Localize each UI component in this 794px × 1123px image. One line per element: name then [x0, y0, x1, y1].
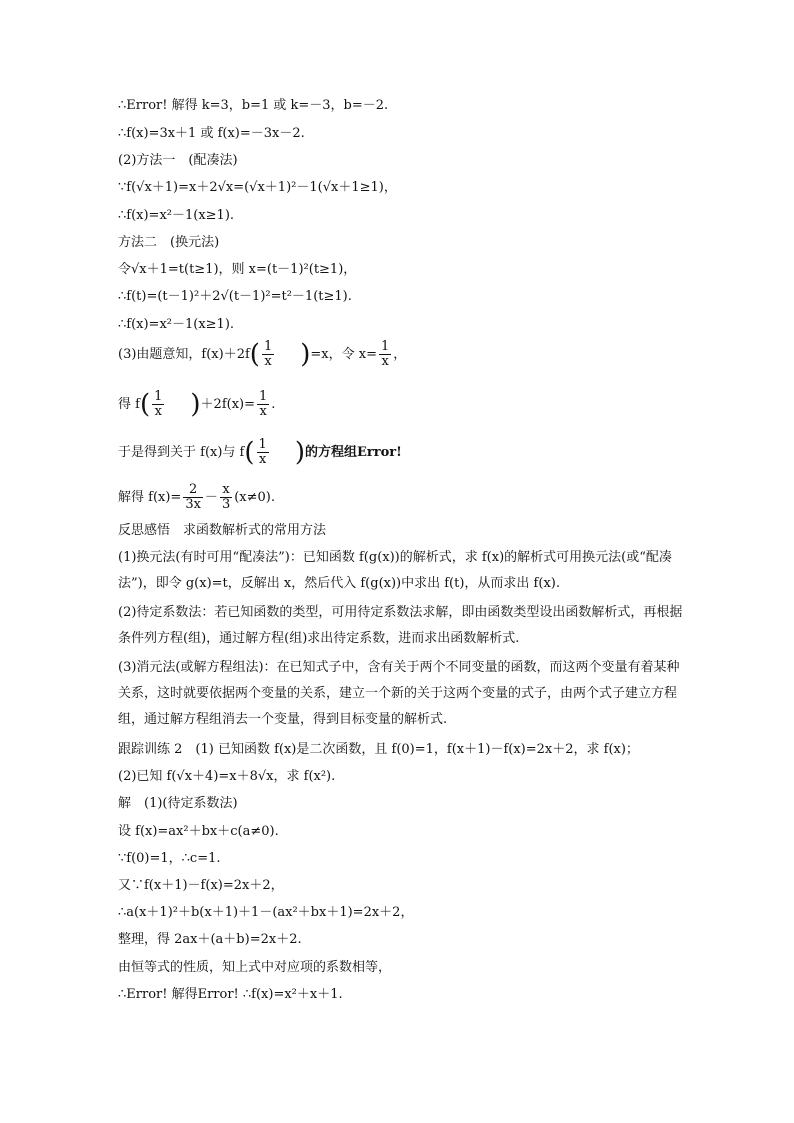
fraction [379, 340, 391, 369]
paragraph: (3)消元法(或解方程组法)：在已知式子中，含有关于两个不同变量的函数，而这两个变量有着某种关系，这时就要依据两个变量的关系，建立一个新的关于这两个变量的式子，由两个式子建立方程组，通过解方程组消去一个变量，得到目标变量的解析式. [118, 660, 680, 727]
fraction [220, 483, 232, 512]
numerator: 1 [263, 339, 273, 354]
text-segment: (x≠0). [234, 490, 275, 505]
numerator: 1 [259, 389, 268, 404]
denominator: x [154, 404, 162, 419]
denominator: 3 [221, 497, 231, 512]
numerator: 1 [380, 339, 390, 354]
text-segment: 得 f [118, 397, 140, 412]
text-line: 整理，得 2ax＋(a＋b)=2x＋2. [118, 932, 302, 947]
text-segment: 的方程组Error! [304, 445, 402, 460]
text-line: 由恒等式的性质，知上式中对应项的系数相等， [118, 960, 392, 975]
fraction [257, 390, 269, 419]
numerator: x [220, 483, 232, 498]
equation-line [118, 483, 688, 513]
text-segment: =x，令 x= [310, 347, 377, 362]
text-segment: ＋2f(x)= [200, 397, 255, 412]
text-line: (2)方法一 (配凑法) [118, 153, 238, 168]
text-line: 跟踪训练 2 (1) 已知函数 f(x)是二次函数，且 f(0)=1，f(x＋1)－f(x)=2x＋2，求 f(x)； [118, 742, 639, 757]
denominator: x [264, 354, 272, 369]
text-line: ∵f(√x＋1)=x＋2√x=(√x＋1)²－1(√x＋1≥1)， [118, 180, 397, 195]
text-line: ∵f(0)=1，∴c=1. [118, 851, 221, 866]
text-segment: (3)由题意知，f(x)＋2f [118, 347, 250, 362]
paren: ) [294, 437, 305, 468]
text-line: 解 (1)(待定系数法) [118, 796, 238, 811]
fraction [262, 340, 274, 369]
text-line: 令√x＋1=t(t≥1)，则 x=(t－1)²(t≥1)， [118, 262, 357, 277]
text-line: 设 f(x)=ax²＋bx＋c(a≠0). [118, 824, 279, 839]
denominator: x [381, 354, 389, 369]
equation-line [118, 390, 688, 420]
paren: ( [139, 389, 151, 420]
text-segment: － [204, 490, 218, 505]
text-line: 方法二 (换元法) [118, 235, 220, 250]
text-segment: . [271, 397, 276, 412]
paren: ( [249, 339, 260, 370]
paren: ) [190, 389, 201, 420]
text-line: ∴f(x)=x²－1(x≥1). [118, 317, 235, 332]
section-heading: 反思感悟 求函数解析式的常用方法 [118, 523, 327, 538]
paren: ) [300, 339, 311, 370]
text-line: (2)已知 f(√x＋4)=x＋8√x，求 f(x²). [118, 769, 336, 784]
text-line: ∴f(x)=x²－1(x≥1). [118, 208, 235, 223]
text-line: ∴Error! 解得 k=3，b=1 或 k=－3，b=－2. [118, 98, 389, 113]
text-line: ∴f(t)=(t－1)²＋2√(t－1)²=t²－1(t≥1). [118, 289, 352, 304]
fraction [152, 390, 164, 419]
fraction [183, 483, 203, 512]
numerator: 1 [258, 437, 267, 452]
text-line: ∴f(x)=3x＋1 或 f(x)=－3x－2. [118, 126, 305, 141]
numerator: 2 [183, 483, 203, 498]
fraction [257, 438, 269, 467]
text-segment: 于是得到关于 f(x)与 f [118, 445, 245, 460]
equation-line [118, 438, 688, 468]
denominator: x [259, 452, 267, 467]
paren: ( [244, 437, 255, 468]
text-line: 又∵f(x＋1)－f(x)=2x＋2， [118, 878, 284, 893]
denominator: 3x [185, 497, 201, 512]
text-line: ∴a(x＋1)²＋b(x＋1)＋1－(ax²＋bx＋1)=2x＋2， [118, 905, 414, 920]
equation-line [118, 340, 688, 370]
paragraph: (1)换元法(有时可用“配凑法”)：已知函数 f(g(x))的解析式，求 f(x)的解析式可用换元法(或“配凑法”)，即令 g(x)=t，反解出 x，然后代入 f(g(x))中求出 f(t)，从而求出 f(x). [118, 550, 672, 591]
paragraph: (2)待定系数法：若已知函数的类型，可用待定系数法求解，即由函数类型设出函数解析式，再根据条件列方程(组)，通过解方程(组)求出待定系数，进而求出函数解析式. [118, 605, 683, 646]
text-line: ∴Error! 解得Error! ∴f(x)=x²＋x＋1. [118, 987, 343, 1002]
text-segment: 解得 f(x)= [118, 490, 182, 505]
denominator: x [259, 404, 267, 419]
numerator: 1 [154, 389, 163, 404]
text-segment: ， [393, 347, 407, 362]
